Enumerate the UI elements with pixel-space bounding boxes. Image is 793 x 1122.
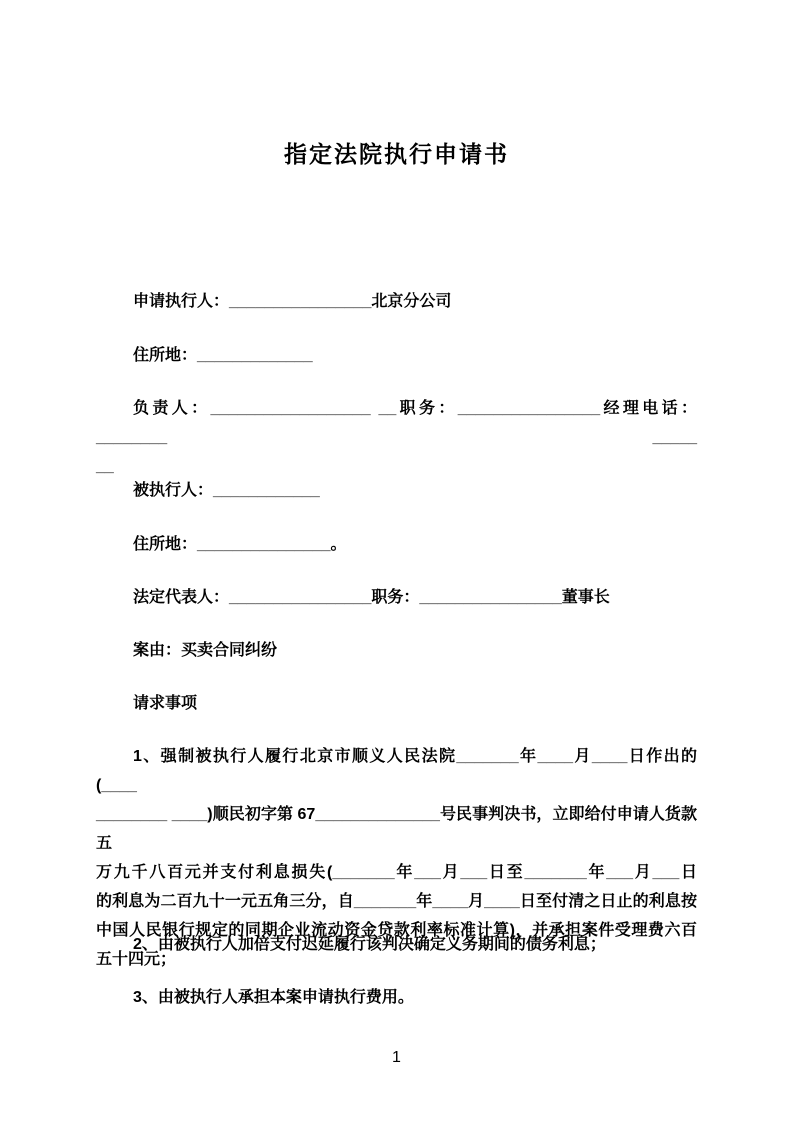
request-item-3: 3、由被执行人承担本案申请执行费用。 [133, 989, 414, 1006]
request-item-1-line: 中国人民银行规定的同期企业流动资金贷款利率标准计算)，并承担案件受理费六百 [96, 922, 697, 939]
request-item-1-line: 的利息为二百九十一元五角三分，自_______年____月____日至付清之日止的利息按 [96, 893, 697, 910]
field-principal-overflow: __ [96, 458, 114, 475]
request-heading: 请求事项 [133, 695, 198, 712]
request-item-2: 2、由被执行人加倍支付迟延履行该判决确定义务期间的债务利息； [133, 936, 606, 953]
request-item-1-line: 万九千八百元并支付利息损失(_______年___月___日至_______年___月___日 [96, 864, 697, 881]
field-principal [96, 394, 697, 481]
field-applicant: 申请执行人：________________北京分公司 [133, 293, 452, 310]
field-cause-of-action: 案由：买卖合同纠纷 [133, 642, 278, 659]
field-principal-line: 负责人：__________________ __职务：________________经理电话：________ _____ [96, 400, 697, 446]
field-respondent: 被执行人：____________ [133, 482, 320, 499]
request-item-1-line: 五十四元； [96, 951, 177, 968]
document-title: 指定法院执行申请书 [284, 141, 509, 167]
request-item-1-line: ________ ____)顺民初字第 67______________号民事判决书，立即给付申请人货款五 [96, 806, 697, 852]
field-respondent-address: 住所地：_______________。 [133, 536, 347, 553]
field-legal-representative: 法定代表人：________________职务：________________董事长 [133, 589, 610, 606]
page-number: 1 [392, 1049, 401, 1066]
request-item-1-line: 1、强制被执行人履行北京市顺义人民法院_______年____月____日作出的(____ [96, 748, 697, 794]
field-applicant-address: 住所地：_____________ [133, 347, 313, 364]
